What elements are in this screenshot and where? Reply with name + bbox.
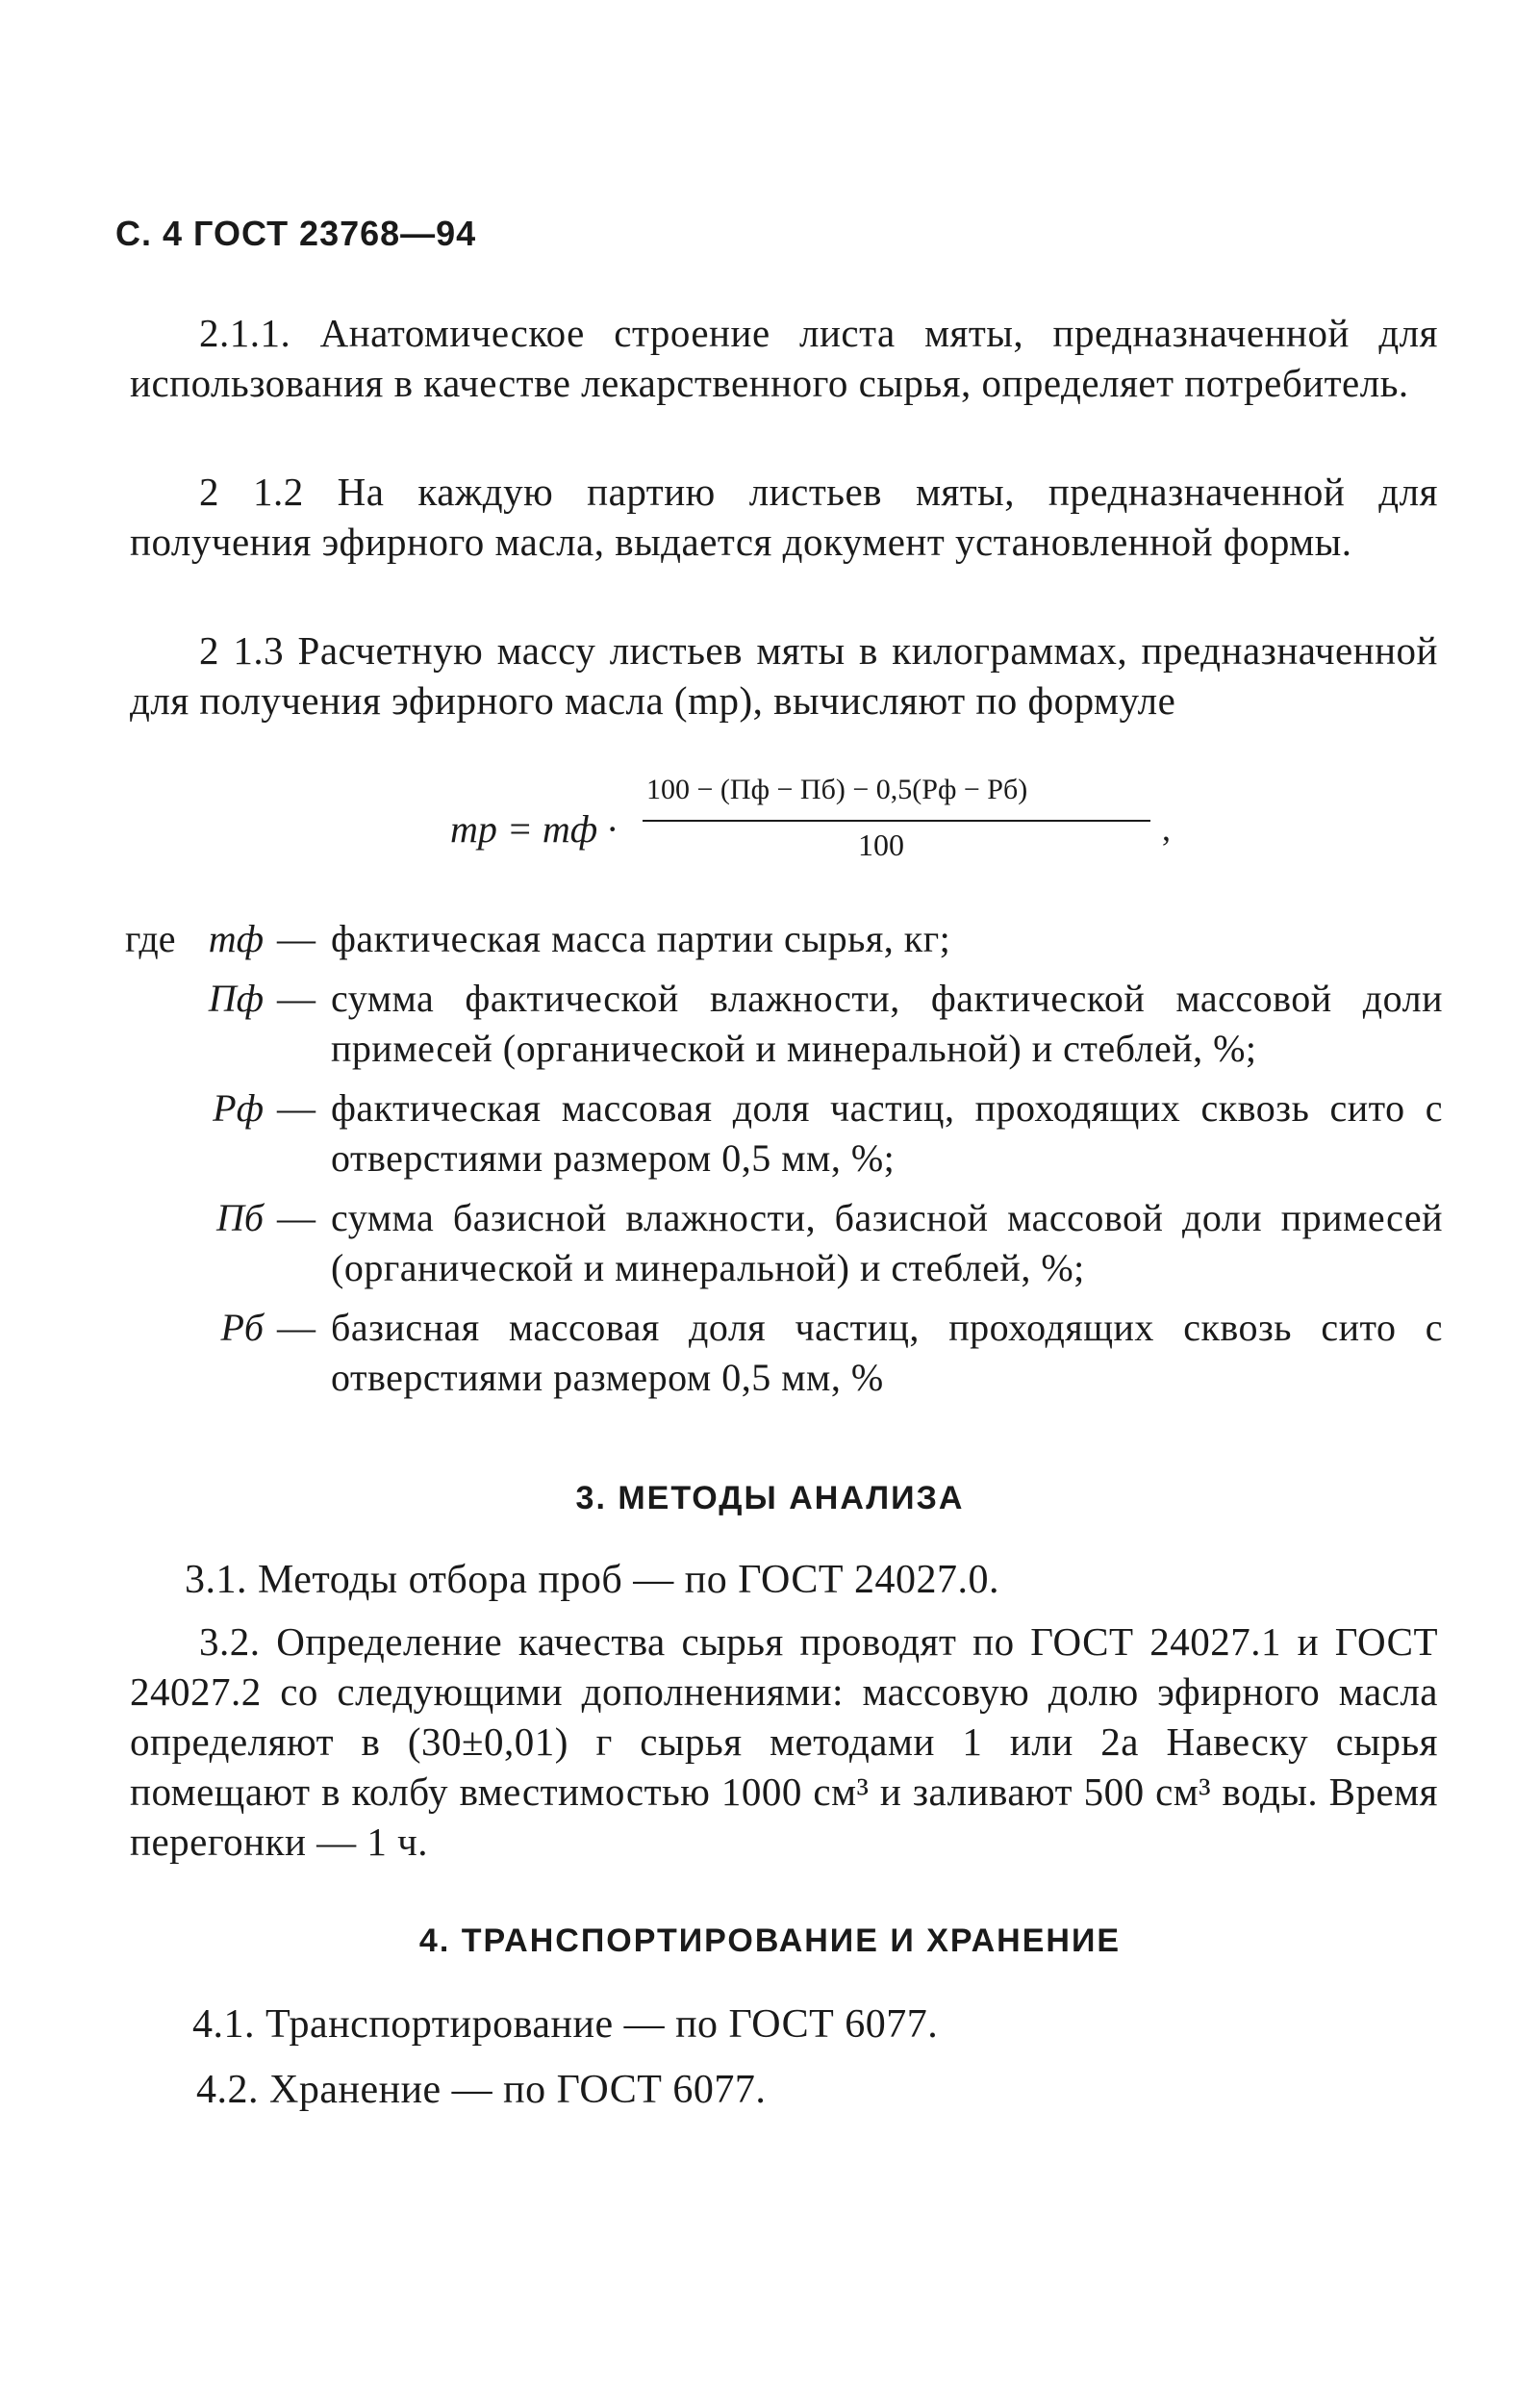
definition-symbol: mф bbox=[208, 917, 264, 960]
definition-row bbox=[125, 1303, 1443, 1403]
page-header: С. 4 ГОСТ 23768—94 bbox=[115, 214, 477, 253]
definition-symbol: Пф bbox=[208, 977, 264, 1020]
formula-trailing-comma: , bbox=[1162, 809, 1171, 848]
paragraph-2-1-2: 2 1.2 На каждую партию листьев мяты, предназначенной для получения эфирного масла, выдается документ установленной формы. bbox=[130, 470, 1438, 564]
definition-symbol: Pб bbox=[220, 1306, 264, 1349]
formula-denominator: 100 bbox=[858, 827, 904, 862]
section-4-title: 4. ТРАНСПОРТИРОВАНИЕ И ХРАНЕНИЕ bbox=[418, 1922, 1122, 1959]
definition-row bbox=[125, 1193, 1443, 1293]
definition-text: сумма фактической влажности, фактической массовой доли примесей (органической и минеральной) и стеблей, %; bbox=[331, 977, 1443, 1070]
mass-formula bbox=[0, 770, 1540, 885]
definition-row bbox=[125, 1083, 1443, 1184]
paragraph-4-2: 4.2. Хранение — по ГОСТ 6077. bbox=[196, 2068, 767, 2112]
definition-text: сумма базисной влажности, базисной массовой доли примесей (органической и минеральной) и стеблей, %; bbox=[331, 1196, 1443, 1289]
formula-lhs: mр = mф · bbox=[450, 807, 618, 851]
definition-text: базисная массовая доля частиц, проходящих сквозь сито с отверстиями размером 0,5 мм, % bbox=[331, 1306, 1443, 1399]
symbol-definitions bbox=[125, 914, 1443, 1413]
definition-symbol: Пб bbox=[215, 1196, 264, 1239]
paragraph-3-2: 3.2. Определение качества сырья проводят по ГОСТ 24027.1 и ГОСТ 24027.2 со следующими дополнениями: массовую долю эфирного масла определяют в (30±0,01) г сырья методами 1 или 2а Навеску сырья помещают в колбу вместимостью 1000 см³ и заливают 500 см³ воды. Время перегонки — 1 ч. bbox=[130, 1619, 1438, 1864]
fraction-bar bbox=[643, 820, 1150, 822]
paragraph-2-1-1: 2.1.1. Анатомическое строение листа мяты, предназначенной для использования в качестве лекарственного сырья, определяет потребитель. bbox=[130, 311, 1438, 405]
definition-text: фактическая масса партии сырья, кг; bbox=[331, 917, 951, 960]
definition-dash: — bbox=[277, 917, 316, 960]
definition-dash: — bbox=[277, 977, 316, 1020]
paragraph-4-1: 4.1. Транспортирование — по ГОСТ 6077. bbox=[192, 2002, 939, 2047]
paragraph-2-1-3: 2 1.3 Расчетную массу листьев мяты в килограммах, предназначенной для получения эфирного масла (mр), вычисляют по формуле bbox=[130, 628, 1438, 723]
section-3-title: 3. МЕТОДЫ АНАЛИЗА bbox=[575, 1480, 965, 1516]
definition-dash: — bbox=[277, 1306, 316, 1349]
definition-row bbox=[125, 974, 1443, 1074]
definition-row bbox=[125, 914, 1443, 964]
formula-numerator: 100 − (Пф − Пб) − 0,5(Pф − Pб) bbox=[646, 774, 1028, 805]
definitions-intro: где bbox=[125, 917, 176, 960]
definition-symbol: Pф bbox=[213, 1086, 264, 1130]
definition-dash: — bbox=[277, 1196, 316, 1239]
paragraph-3-1: 3.1. Методы отбора проб — по ГОСТ 24027.0. bbox=[185, 1558, 999, 1602]
definition-text: фактическая массовая доля частиц, проходящих сквозь сито с отверстиями размером 0,5 мм, %; bbox=[331, 1086, 1443, 1180]
definition-dash: — bbox=[277, 1086, 316, 1130]
